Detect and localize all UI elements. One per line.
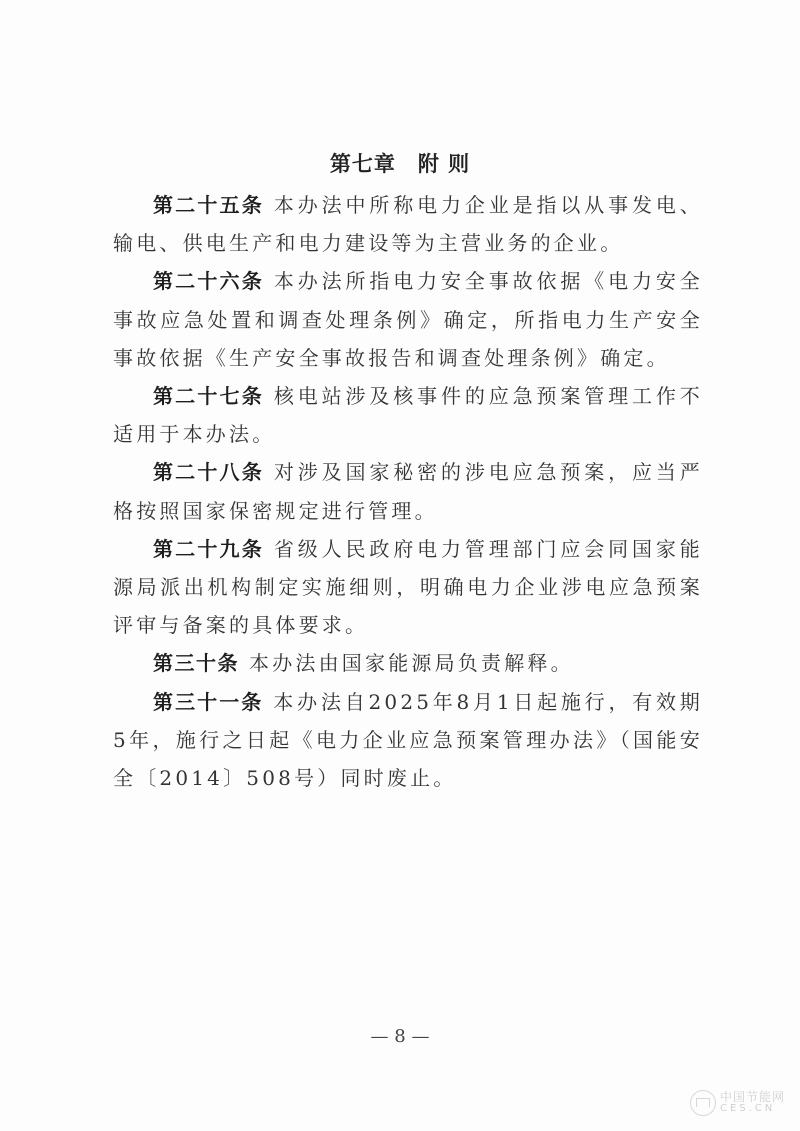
article-label: 第二十六条 (153, 269, 264, 294)
watermark-en: CES.CN (720, 1103, 776, 1114)
chapter-title: 附 则 (417, 152, 471, 176)
article-label: 第二十五条 (153, 193, 264, 217)
article-text: 本办法中所称电力企业是指以从事发电、输电、供电生产和电力建设等为主营业务的企业。 (113, 193, 703, 256)
article-25 (113, 186, 703, 262)
article-label: 第三十条 (153, 651, 239, 676)
page-number: — 8 — (370, 1026, 430, 1047)
watermark (690, 1088, 800, 1118)
article-label: 第二十七条 (153, 384, 264, 409)
chapter-heading (0, 148, 800, 178)
article-30 (113, 644, 703, 682)
article-29 (113, 530, 703, 645)
ces-logo-icon (690, 1090, 716, 1116)
article-label: 第三十一条 (153, 689, 264, 714)
article-28 (113, 453, 703, 529)
article-text: 本办法由国家能源局负责解释。 (249, 651, 574, 676)
article-text: 本办法自2025年8月1日起施行，有效期5年，施行之日起《电力企业应急预案管理办法》（国能安全〔2014〕508号）同时废止。 (113, 689, 703, 791)
article-27 (113, 377, 703, 453)
article-text: 本办法所指电力安全事故依据《电力安全事故应急处置和调查处理条例》确定，所指电力生产安全事故依据《生产安全事故报告和调查处理条例》确定。 (113, 269, 703, 370)
article-label: 第二十八条 (153, 460, 264, 485)
article-text: 核电站涉及核事件的应急预案管理工作不适用于本办法。 (113, 384, 703, 447)
article-26 (113, 262, 703, 377)
article-text: 对涉及国家秘密的涉电应急预案，应当严格按照国家保密规定进行管理。 (113, 460, 703, 523)
article-label: 第二十九条 (153, 536, 264, 561)
article-31 (113, 683, 703, 798)
watermark-cn: 中国节能网 (720, 1090, 786, 1104)
article-text: 省级人民政府电力管理部门应会同国家能源局派出机构制定实施细则，明确电力企业涉电应急预案评审与备案的具体要求。 (113, 536, 703, 638)
articles-body (113, 186, 703, 797)
chapter-number: 第七章 (329, 152, 396, 176)
